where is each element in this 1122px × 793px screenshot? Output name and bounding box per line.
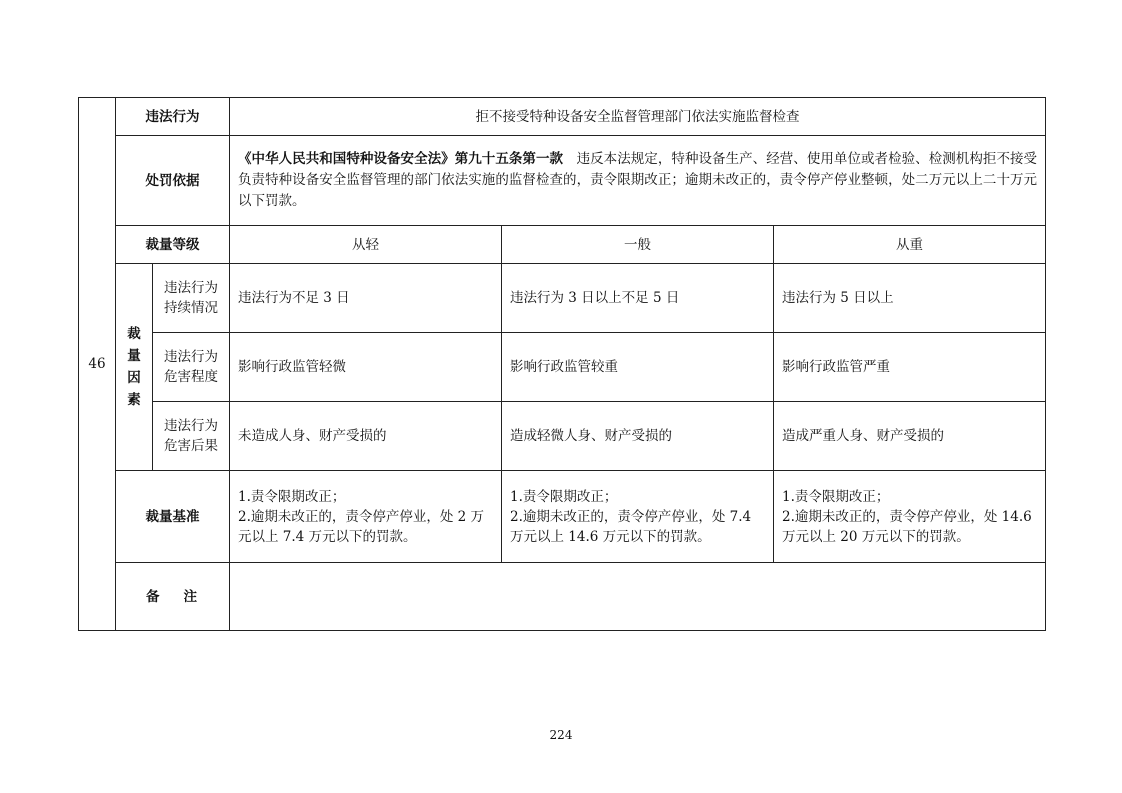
standard-value-heavy: 1.责令限期改正； 2.逾期未改正的，责令停产停业，处 14.6 万元以上 20 万元以下的罚款。 bbox=[774, 471, 1046, 563]
level-heavy: 从重 bbox=[774, 226, 1046, 264]
factor-value: 造成严重人身、财产受损的 bbox=[774, 402, 1046, 471]
basis-row bbox=[79, 136, 1046, 226]
factor-value: 违法行为 3 日以上不足 5 日 bbox=[502, 264, 774, 333]
level-light: 从轻 bbox=[230, 226, 502, 264]
factor-value: 影响行政监管较重 bbox=[502, 333, 774, 402]
basis-value bbox=[230, 136, 1046, 226]
levels-row bbox=[79, 226, 1046, 264]
basis-text: 违反本法规定，特种设备生产、经营、使用单位或者检验、检测机构拒不接受负责特种设备安全监督管理的部门依法实施的监督检查的，责令限期改正；逾期未改正的，责令停产停业整顿，处二万元以上二十万元以下罚款。 bbox=[238, 151, 1038, 209]
levels-label: 裁量等级 bbox=[116, 226, 230, 264]
standard-value-normal: 1.责令限期改正； 2.逾期未改正的，责令停产停业，处 7.4 万元以上 14.6 万元以下的罚款。 bbox=[502, 471, 774, 563]
illegal-act-label: 违法行为 bbox=[116, 98, 230, 136]
basis-law-reference: 《中华人民共和国特种设备安全法》第九十五条第一款 bbox=[238, 151, 564, 167]
discretion-table bbox=[78, 97, 1046, 631]
factors-label: 裁 量 因 素 bbox=[116, 264, 153, 471]
factor-value: 未造成人身、财产受损的 bbox=[230, 402, 502, 471]
illegal-act-value: 拒不接受特种设备安全监督管理部门依法实施监督检查 bbox=[230, 98, 1046, 136]
remarks-value bbox=[230, 563, 1046, 631]
factor-row bbox=[79, 264, 1046, 333]
page-number: 224 bbox=[549, 728, 573, 742]
factor-value: 影响行政监管轻微 bbox=[230, 333, 502, 402]
factor-value: 造成轻微人身、财产受损的 bbox=[502, 402, 774, 471]
item-number: 46 bbox=[79, 98, 116, 631]
remarks-label: 备注 bbox=[116, 563, 230, 631]
standard-label: 裁量基准 bbox=[116, 471, 230, 563]
factor-value: 影响行政监管严重 bbox=[774, 333, 1046, 402]
factor-row bbox=[79, 333, 1046, 402]
basis-label: 处罚依据 bbox=[116, 136, 230, 226]
illegal-act-row bbox=[79, 98, 1046, 136]
factor-row bbox=[79, 402, 1046, 471]
factor-label-severity: 违法行为 危害程度 bbox=[153, 333, 230, 402]
factor-label-consequence: 违法行为 危害后果 bbox=[153, 402, 230, 471]
standard-value-light: 1.责令限期改正； 2.逾期未改正的，责令停产停业，处 2 万元以上 7.4 万元以下的罚款。 bbox=[230, 471, 502, 563]
standard-row bbox=[79, 471, 1046, 563]
level-normal: 一般 bbox=[502, 226, 774, 264]
factor-label-duration: 违法行为 持续情况 bbox=[153, 264, 230, 333]
factor-value: 违法行为 5 日以上 bbox=[774, 264, 1046, 333]
remarks-row bbox=[79, 563, 1046, 631]
factor-value: 违法行为不足 3 日 bbox=[230, 264, 502, 333]
